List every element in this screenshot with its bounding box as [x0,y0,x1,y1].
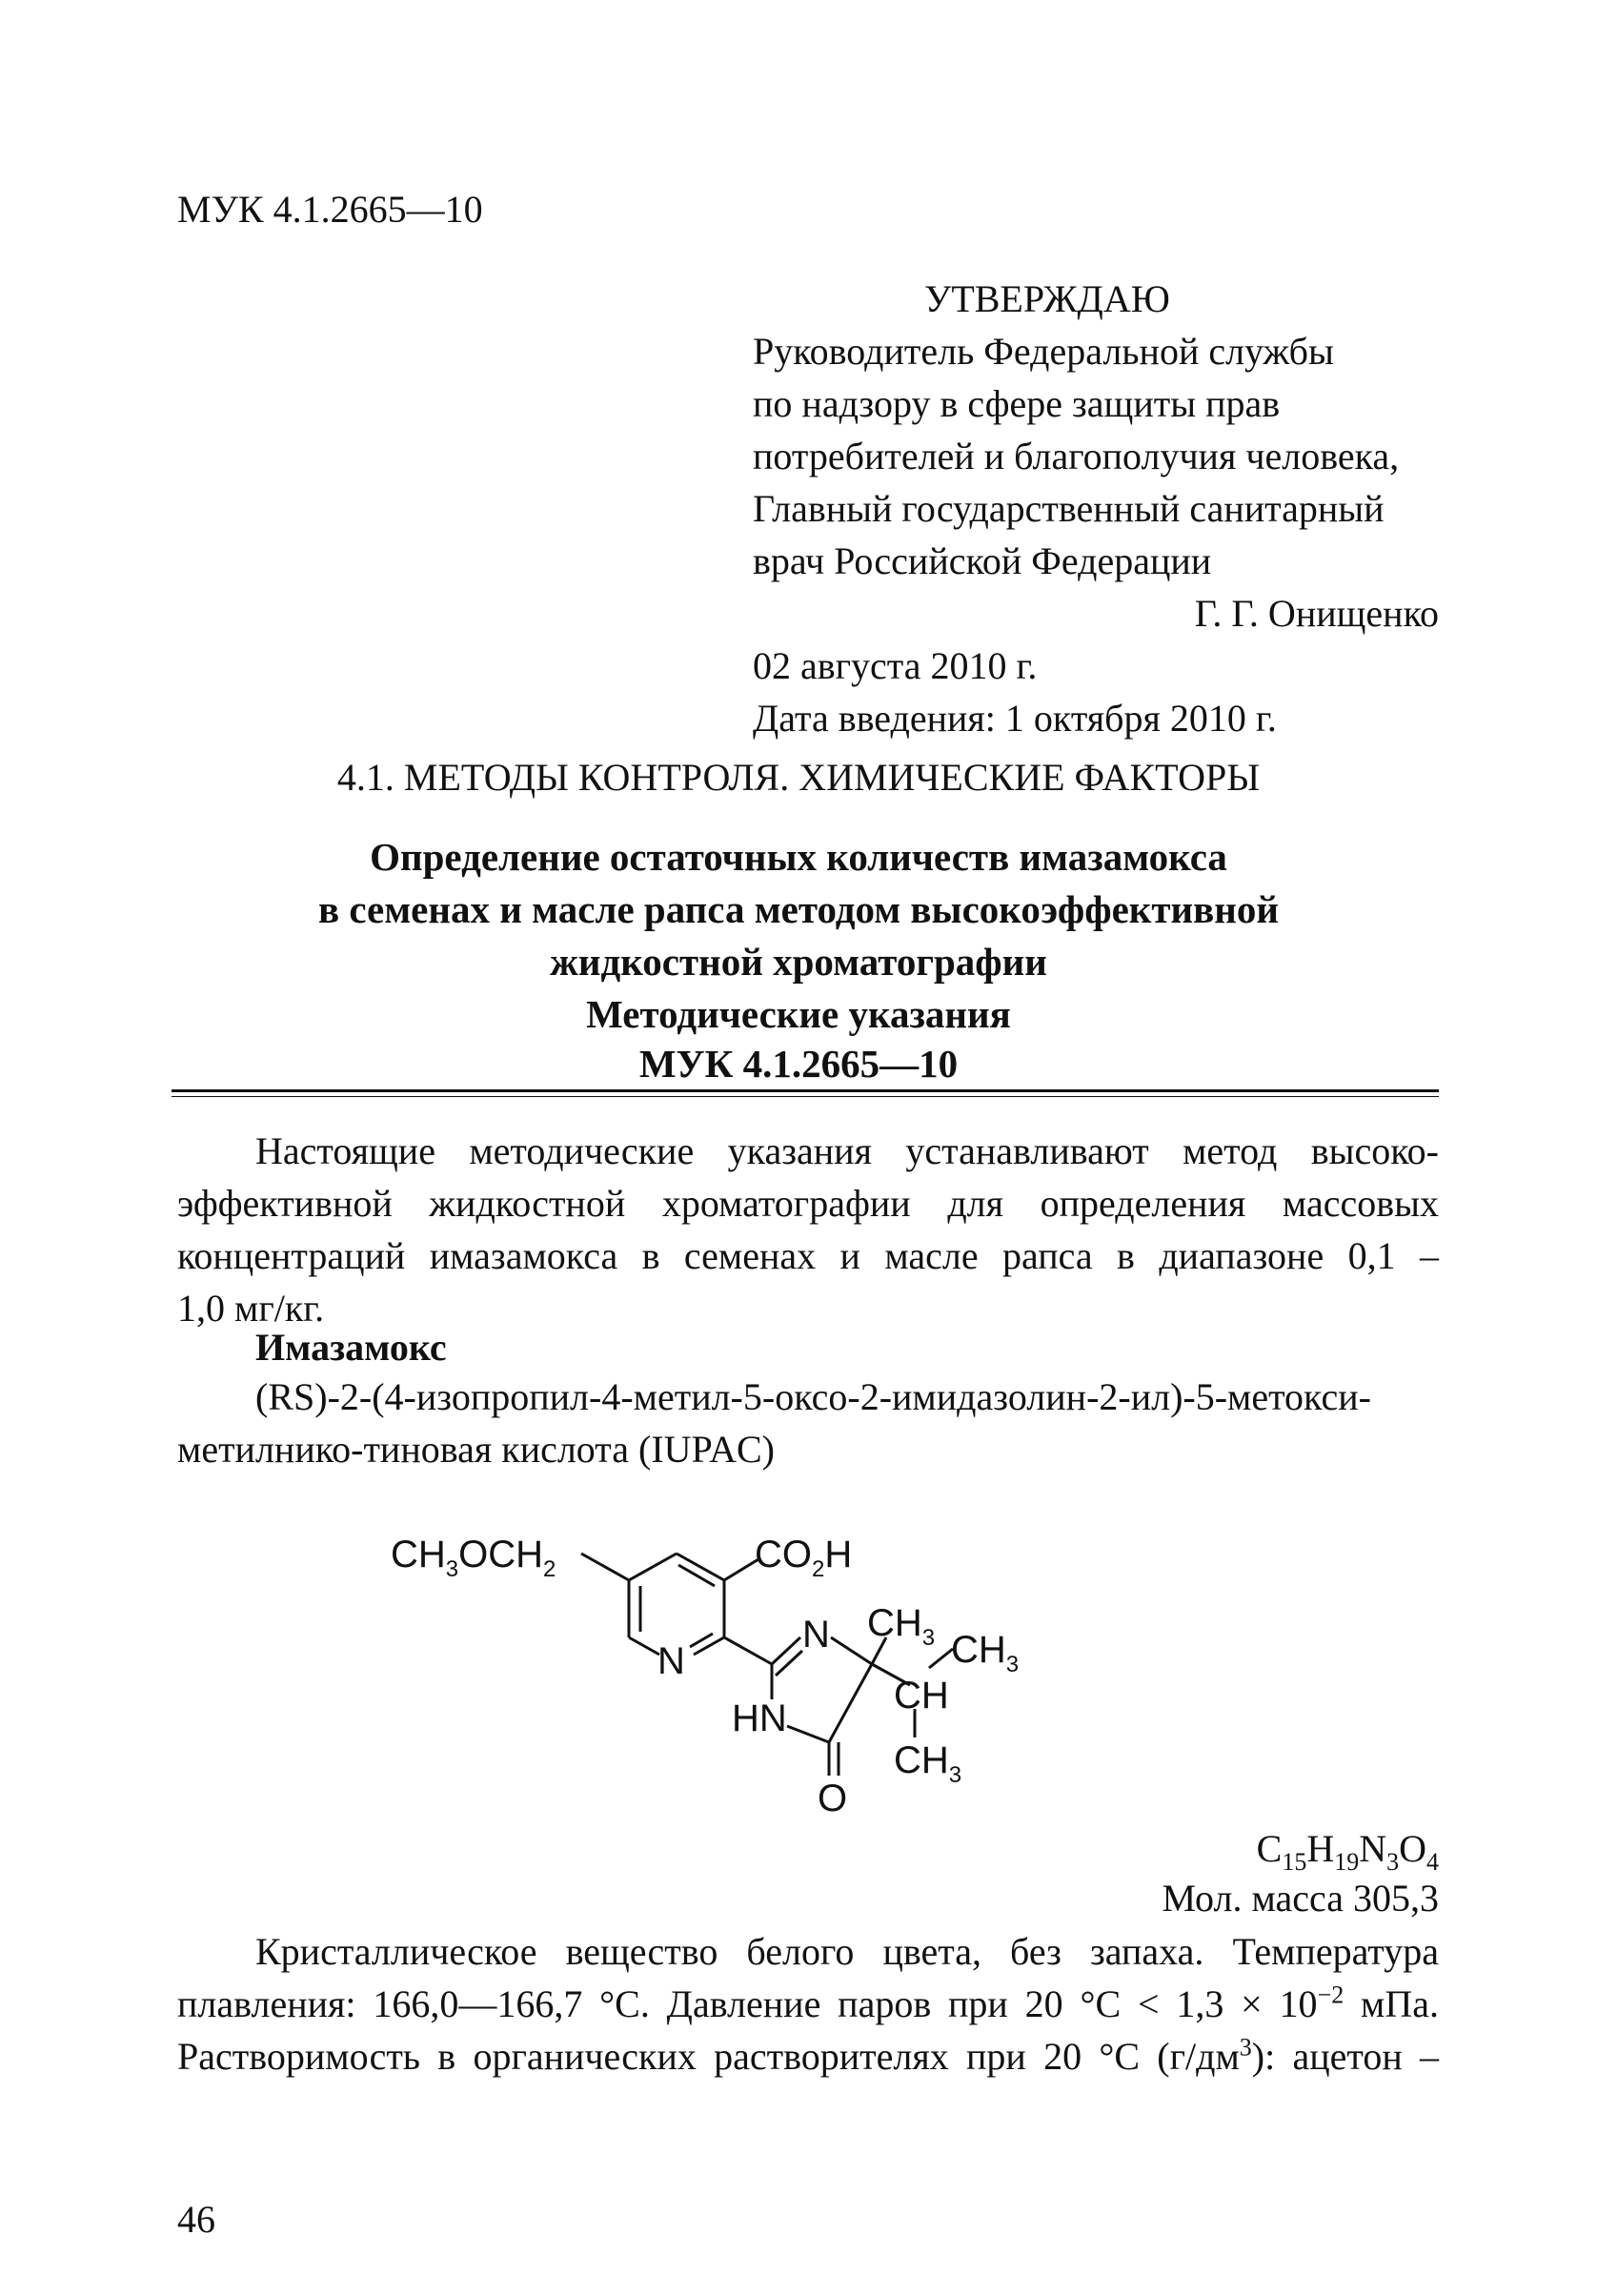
intro-line: эффективной жидкостной хроматографии для определения массовых [177,1182,1439,1225]
section-title: 4.1. МЕТОДЫ КОНТРОЛЯ. ХИМИЧЕСКИЕ ФАКТОРЫ [336,756,1261,799]
approval-line: Руководитель Федеральной службы [753,330,1334,373]
properties-paragraph [177,1925,1439,2083]
iupac-line: метилнико-тиновая кислота (IUPAC) [177,1428,775,1471]
approval-line: Главный государственный санитарный [753,487,1385,530]
molecular-mass: Мол. масса 305,3 [1162,1877,1439,1920]
label-ch3-b: $CH_3$ [951,1629,1020,1677]
heading-line: в семенах и масле рапса методом высокоэффективной [317,887,1280,931]
approval-block [753,273,1439,744]
intro-line: Настоящие методические указания устанавливают метод высоко- [255,1129,1439,1172]
approval-signatory: Г. Г. Онищенко [1194,592,1439,635]
label-ch3-c: $CH_3$ [894,1739,962,1788]
subheading-type: Методические указания [586,992,1011,1036]
document-code: МУК 4.1.2665—10 [177,188,483,231]
subheading-code: МУК 4.1.2665—10 [638,1042,959,1086]
divider-thick [172,1089,1439,1092]
intro-line: 1,0 мг/кг. [177,1287,325,1330]
intro-line: концентраций имазамокса в семенах и масле рапса в диапазоне 0,1 – [177,1234,1439,1277]
label-ch3-a: $CH_3$ [867,1602,936,1651]
label-oxygen: O [818,1778,848,1819]
label-co2h: $CO_2H$ [755,1534,853,1582]
label-ch3och2: $CH_3OCH_2$ [391,1534,556,1582]
label-hn: HN [732,1697,787,1739]
effective-date: Дата введения: 1 октября 2010 г. [753,697,1277,740]
page-number: 46 [177,2198,215,2241]
approval-date: 02 августа 2010 г. [753,644,1038,687]
heading-line: Определение остаточных количеств имазамокса [370,835,1227,879]
approval-title: УТВЕРЖДАЮ [924,277,1170,320]
substance-name: Имазамокс [255,1326,447,1369]
label-n-pyridine: N [657,1640,685,1682]
intro-paragraph [177,1125,1439,1334]
molecular-formula: $C_{15}H_{19}N_3O_4$ [1256,1827,1439,1876]
structural-formula [391,1504,1077,1819]
iupac-line: (RS)-2-(4-изопропил-4-метил-5-оксо-2-имидазолин-2-ил)-5-метокси- [255,1375,1371,1418]
heading-line: жидкостной хроматографии [550,940,1047,984]
iupac-name [177,1371,1439,1475]
document-heading [0,831,1597,988]
approval-line: врач Российской Федерации [753,539,1212,582]
document-subheading [0,989,1597,1088]
properties-line: Кристаллическое вещество белого цвета, без запаха. Температура [255,1930,1439,1973]
approval-line: по надзору в сфере защиты прав [753,382,1281,425]
approval-line: потребителей и благополучия человека, [753,435,1400,477]
divider-thin [172,1096,1439,1097]
label-n-imidazoline: N [802,1614,830,1656]
properties-line: Растворимость в органических растворителях при 20 °С $(г/дм^3)$: ацетон – [177,2033,1439,2078]
atom-labels [391,1534,1019,1819]
label-ch: CH [894,1675,949,1717]
properties-line: плавления: 166,0—166,7 °С. Давление паров при 20 $^\circ С < 1,3 \times 10^{-2}$ мПа. [177,1981,1440,2025]
